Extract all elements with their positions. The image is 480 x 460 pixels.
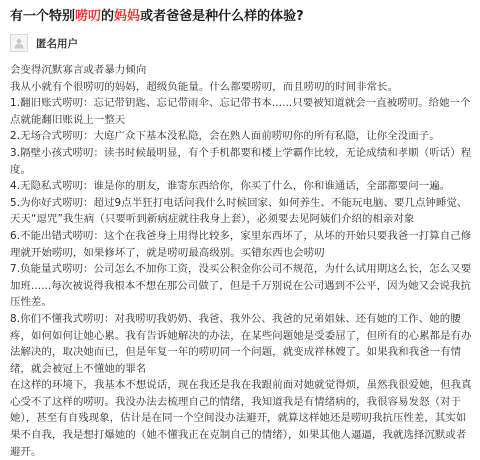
title-prefix: 有一个特别 bbox=[10, 9, 76, 24]
title-highlight-mother: 妈妈 bbox=[114, 9, 141, 24]
answer-paragraph: 我从小就有个很唠叨的妈妈，超级负能量。什么都要唠叨，而且唠叨的时间非常长。 bbox=[10, 80, 399, 93]
title-highlight-nagging: 唠叨 bbox=[75, 9, 102, 24]
answer-paragraph: 2.无场合式唠叨：大庭广众下基本没私隐，会在熟人面前唠叨你的所有私隐，让你全没面子。 bbox=[10, 130, 440, 143]
answer-paragraph: 5.为你好式唠叨：超过9点半狂打电话问我什么时候回家、如何养生、不能玩电脑、要几点钟睡觉、天天“逗咒”我生病（只要听到新病症就往我身上套），必须要去见阿姨们介绍的相亲对象 bbox=[10, 196, 468, 226]
title-middle: 的 bbox=[101, 9, 115, 24]
answer-author bbox=[10, 32, 472, 54]
anonymous-avatar-icon[interactable] bbox=[10, 34, 28, 52]
answer-paragraph: 8.你们不懂我式唠叨：对我唠叨我奶奶、我爸、我外公、我爸的兄弟姐妹、还有她的工作、她的腰疼，如何如何让她心累。我有告诉她解决的办法，在某些问题她是受委屈了，但所有的心累都是有办法解决的，取决她而已，但是年复一年的唠叨同一个问题，就变成祥林嫂了。如果我和我爸一有情绪，就会被冠上不懂她的罪名 bbox=[10, 312, 472, 375]
answer-paragraph: 在这样的环境下，我基本不想说话，现在我还是我在我跟前面对她就觉得烦，虽然我很爱她，但我真心受不了这样的唠叨。我没办法去梳理自己的情绪，我知道我是有情绪病的，我很容易发怒（对于她），甚至有自残现象，估计是在同一个空间没办法避开，就算这样她还是唠叨我抗压性差，其实如果不自我，我是想打爆她的（她不懂我正在克制自己的情绪），如果其他人逼逼，我就选择沉默或者避开。 bbox=[10, 379, 472, 458]
user-silhouette-icon bbox=[13, 37, 25, 49]
answer-content bbox=[10, 62, 472, 460]
answer-paragraph: 6.不能出错式唠叨：这个在我爸身上用得比较多，家里东西坏了，从坏的开始只要我爸一打算自己修理就开始唠叨，如果修坏了，就是唠叨最高级别。买错东西也会唠叨 bbox=[10, 229, 472, 259]
answer-paragraph: 会变得沉默寡言或者暴力倾向 bbox=[10, 64, 147, 76]
answer-paragraph: 1.翻旧账式唠叨：忘记带钥匙、忘记带雨伞、忘记带书本......只要被知道就会一直被唠叨。给她一个点就能翻旧账说上一整天 bbox=[10, 97, 471, 126]
answer-paragraph: 3.隔壁小孩式唠叨：读书时候最明显，有个手机都要和楼上学霸作比较，无论成绩和孝顺（听话）程度。 bbox=[10, 146, 472, 176]
answer-paragraph: 4.无隐私式唠叨：谁是你的朋友，谁寄东西给你，你买了什么，你和谁通话，全部都要问一遍。 bbox=[10, 180, 451, 193]
question-title[interactable] bbox=[10, 8, 472, 26]
title-suffix: 或者爸爸是种什么样的体验? bbox=[140, 9, 304, 24]
author-name[interactable]: 匿名用户 bbox=[36, 37, 78, 50]
answer-paragraph: 7.负能量式唠叨：公司怎么不加你工资，没买公积金你公司不规范，为什么试用期这么长，怎么又要加班......每次被说得我根本不想在那公司做了，但是千万别说在公司遇到不公平，因为她又会说我抗压性差。 bbox=[10, 263, 472, 309]
